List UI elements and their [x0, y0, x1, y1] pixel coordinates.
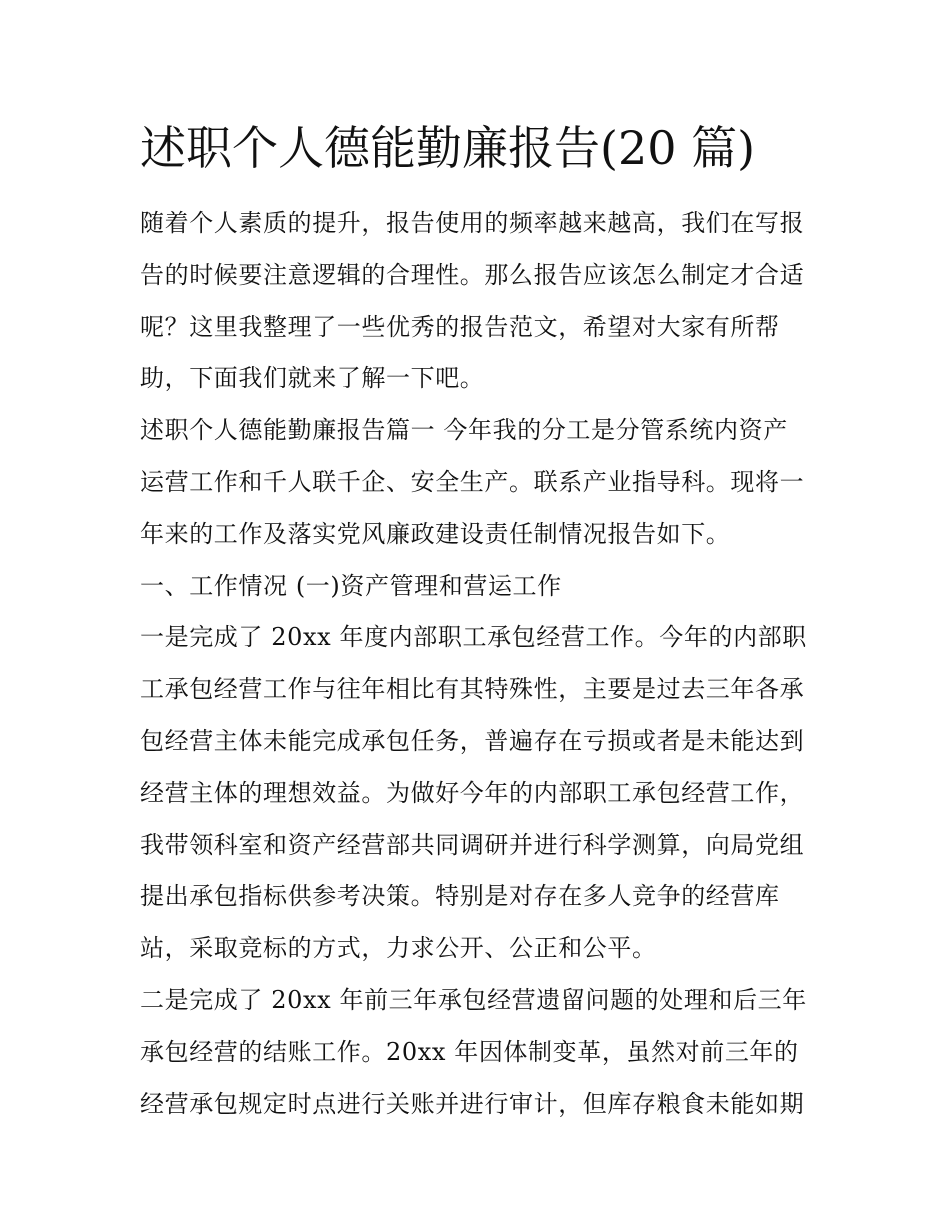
- text-line: 年来的工作及落实党风廉政建设责任制情况报告如下。: [140, 519, 731, 548]
- text-line: 承包经营的结账工作。20xx 年因体制变革，虽然对前三年的: [140, 1037, 799, 1066]
- document-title: 述职个人德能勤廉报告(20 篇): [140, 121, 756, 175]
- text-line: 经营主体的理想效益。为做好今年的内部职工承包经营工作，: [140, 778, 805, 807]
- text-line: 一是完成了 20xx 年度内部职工承包经营工作。今年的内部职: [140, 623, 807, 652]
- document-body: [140, 198, 820, 1130]
- text-line: 运营工作和千人联千企、安全生产。联系产业指导科。现将一: [140, 467, 805, 496]
- text-line: 述职个人德能勤廉报告篇一 今年我的分工是分管系统内资产: [140, 416, 788, 445]
- text-line: 包经营主体未能完成承包任务，普遍存在亏损或者是未能达到: [140, 726, 805, 755]
- text-line: 二是完成了 20xx 年前三年承包经营遗留问题的处理和后三年: [140, 985, 807, 1014]
- section-heading: [140, 561, 820, 613]
- text-line: 一、工作情况 (一)资产管理和营运工作: [140, 571, 562, 600]
- text-line: 站，采取竞标的方式，力求公开、公正和公平。: [140, 934, 657, 963]
- text-line: 随着个人素质的提升，报告使用的频率越来越高，我们在写报: [140, 209, 805, 237]
- text-line: 呢？这里我整理了一些优秀的报告范文，希望对大家有所帮: [140, 312, 780, 341]
- text-line: 告的时候要注意逻辑的合理性。那么报告应该怎么制定才合适: [140, 260, 805, 289]
- text-line: 我带领科室和资产经营部共同调研并进行科学测算，向局党组: [140, 830, 805, 859]
- paragraph-point-one: [140, 612, 820, 975]
- text-line: 提出承包指标供参考决策。特别是对存在多人竞争的经营库: [140, 882, 780, 911]
- text-line: 工承包经营工作与往年相比有其特殊性，主要是过去三年各承: [140, 675, 805, 704]
- text-line: 经营承包规定时点进行关账并进行审计，但库存粮食未能如期: [140, 1089, 805, 1118]
- paragraph-report-one: [140, 405, 820, 560]
- paragraph-point-two: [140, 975, 820, 1130]
- paragraph-intro: [140, 198, 820, 405]
- text-line: 助，下面我们就来了解一下吧。: [140, 364, 485, 393]
